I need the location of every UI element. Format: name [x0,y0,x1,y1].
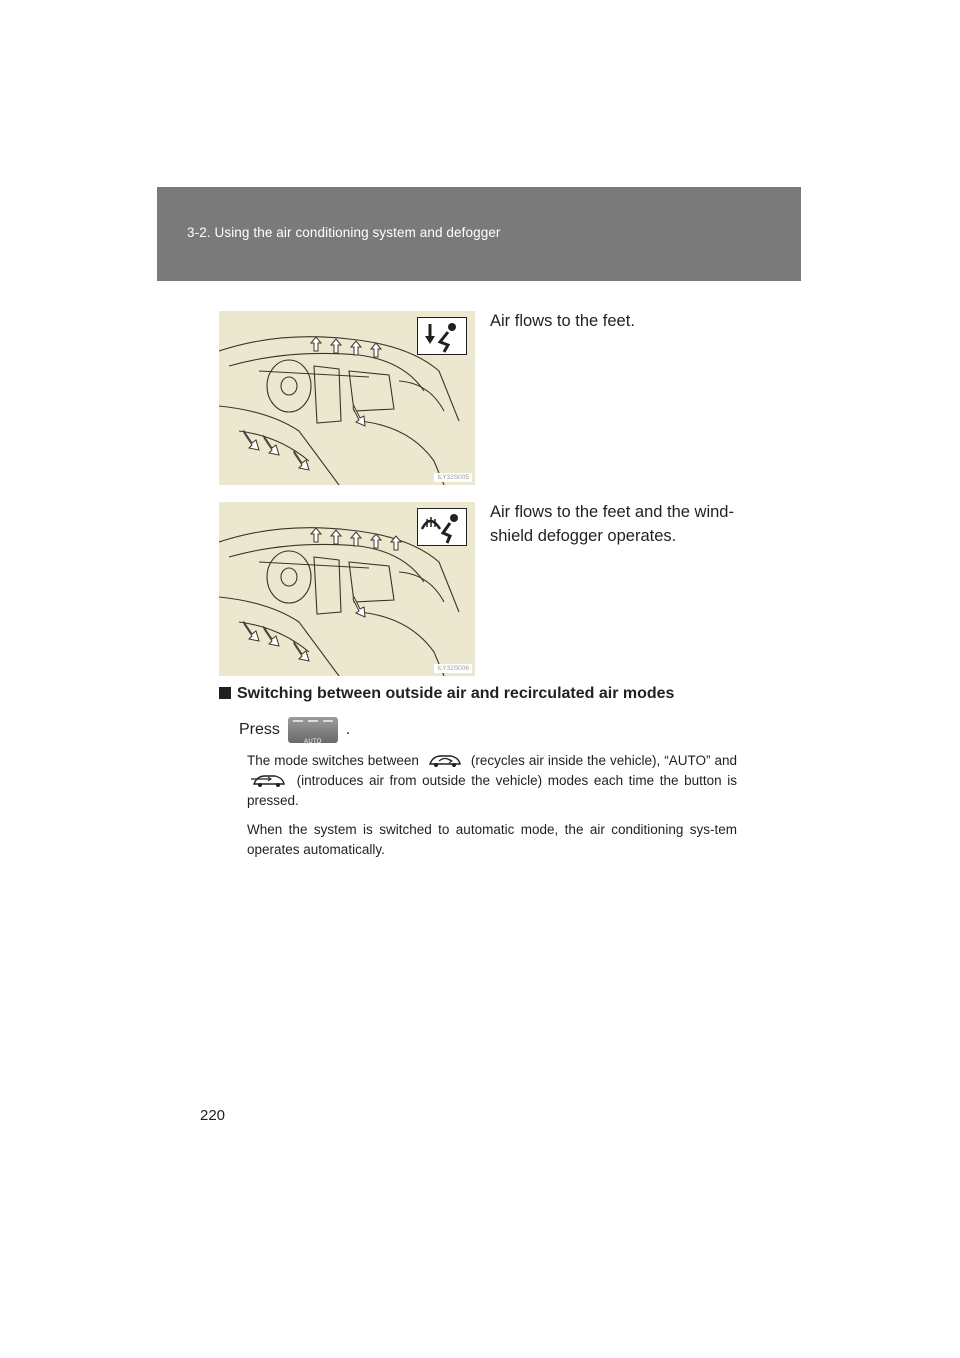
figure-feet-defogger-airflow [219,502,475,676]
figure-caption: Air flows to the feet and the wind-shield defogger operates. [490,503,734,545]
press-suffix: . [345,721,351,738]
para1-part3: (introduces air from outside the vehicle) modes each time the button is pressed. [247,773,737,808]
press-instruction [239,717,350,743]
section-title: 3-2. Using the air conditioning system and defogger [187,225,501,240]
air-intake-button-label: AUTO [304,739,322,745]
figure-feet-airflow [219,311,475,485]
figure-code: ILY32S006 [434,664,472,673]
bullet-square-icon [219,687,231,699]
figure-caption: Air flows to the feet. [490,312,635,330]
automatic-mode-note: When the system is switched to automatic mode, the air conditioning sys-tem operates automatically. [247,822,737,857]
section-heading-text: Switching between outside air and recirculated air modes [237,685,675,702]
para1-part1: The mode switches between [247,753,419,768]
mode-description [247,751,737,811]
header-bar [157,187,801,281]
press-prefix: Press [239,721,280,738]
recirculate-air-icon [427,752,463,768]
section-heading [219,685,674,703]
feet-mode-icon [417,317,467,355]
page-number: 220 [200,1107,226,1124]
air-intake-button-icon [288,717,338,743]
para1-part2: (recycles air inside the vehicle), “AUTO” and [470,753,737,768]
figure-code: ILY32S005 [434,473,472,482]
feet-defogger-mode-icon [417,508,467,546]
outside-air-icon [251,772,287,788]
